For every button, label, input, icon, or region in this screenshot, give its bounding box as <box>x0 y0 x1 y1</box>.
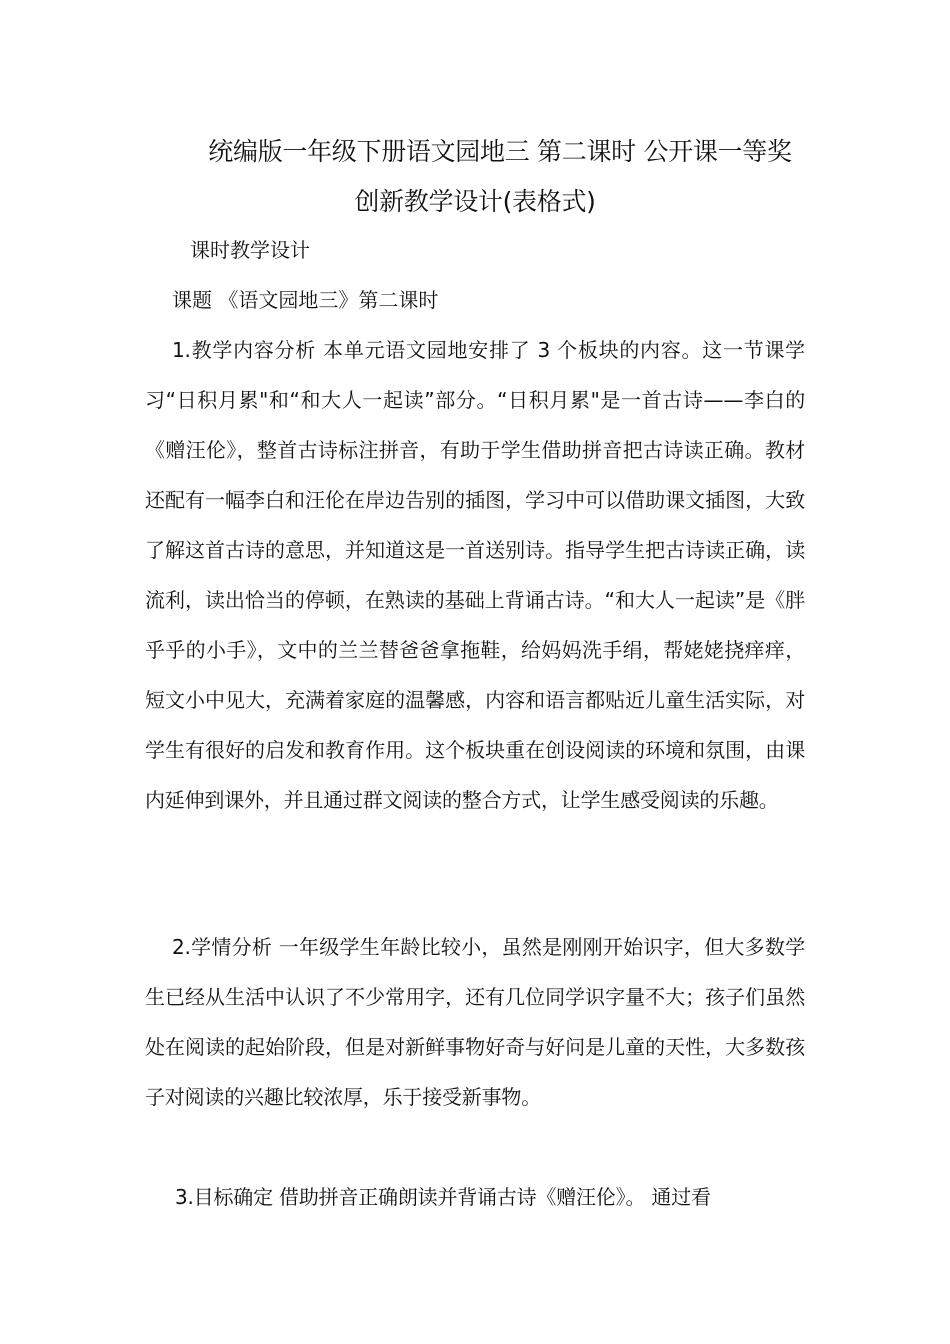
topic-line: 课题 《语文园地三》第二课时 <box>172 288 439 312</box>
document-title-line-2: 创新教学设计(表格式) <box>354 187 596 216</box>
section-label: 课时教学设计 <box>190 238 310 262</box>
paragraph-student-analysis: 2.学情分析 一年级学生年龄比较小，虽然是刚刚开始识字，但大多数学生已经从生活中认识了不少常用字，还有几位同学识字量不大；孩子们虽然处在阅读的起始阶段，但是对新鲜事物好奇与好问是儿童的天性，大多数孩子对阅读的兴趣比较浓厚，乐于接受新事物。 <box>145 935 805 1109</box>
paragraph-content-analysis: 1.教学内容分析 本单元语文园地安排了 3 个板块的内容。这一节课学习“日积月累"和“和大人一起读”部分。“日积月累"是一首古诗——李白的《赠汪伦》，整首古诗标注拼音，有助于学生借助拼音把古诗读正确。教材还配有一幅李白和汪伦在岸边告别的插图，学习中可以借助课文插图，大致了解这首古诗的意思，并知道这是一首送别诗。指导学生把古诗读正确，读流利，读出恰当的停顿，在熟读的基础上背诵古诗。“和大人一起读”是《胖乎乎的小手》，文中的兰兰替爸爸拿拖鞋，给妈妈洗手绢，帮姥姥挠痒痒，短文小中见大，充满着家庭的温馨感，内容和语言都贴近儿童生活实际，对学生有很好的启发和教育作用。这个板块重在创设阅读的环境和氛围，由课内延伸到课外，并且通过群文阅读的整合方式，让学生感受阅读的乐趣。 <box>145 338 805 812</box>
paragraph-objectives: 3.目标确定 借助拼音正确朗读并背诵古诗《赠汪伦》。 通过看 <box>175 1185 711 1209</box>
document-title-line-1: 统编版一年级下册语文园地三 第二课时 公开课一等奖 <box>208 137 792 166</box>
